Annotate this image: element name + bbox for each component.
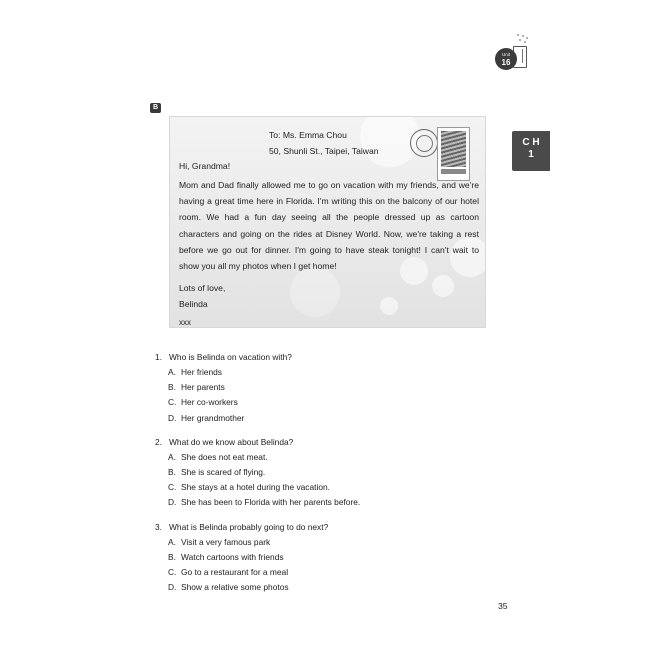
answer-option[interactable] bbox=[155, 550, 485, 565]
answer-option[interactable] bbox=[155, 535, 485, 550]
question-stem bbox=[155, 435, 485, 450]
option-text: Show a relative some photos bbox=[181, 582, 289, 593]
option-text: Watch cartoons with friends bbox=[181, 551, 284, 562]
option-text: She does not eat meat. bbox=[181, 451, 268, 462]
option-letter: D. bbox=[168, 582, 177, 593]
question-1 bbox=[155, 350, 485, 426]
unit-number: 16 bbox=[501, 58, 511, 67]
question-text: Who is Belinda on vacation with? bbox=[169, 352, 292, 362]
question-3 bbox=[155, 520, 485, 596]
option-text: She stays at a hotel during the vacation. bbox=[181, 482, 330, 493]
question-text: What is Belinda probably going to do next? bbox=[169, 521, 329, 532]
unit-label: Unit bbox=[501, 52, 510, 57]
option-letter: A. bbox=[168, 367, 176, 377]
unit-number-circle bbox=[495, 48, 517, 70]
decorative-dots-icon bbox=[515, 34, 529, 44]
option-text: Her co-workers bbox=[181, 397, 238, 408]
question-number: 1. bbox=[155, 352, 162, 362]
unit-badge bbox=[495, 40, 535, 74]
option-text: Go to a restaurant for a meal bbox=[181, 567, 289, 578]
postmark-icon bbox=[410, 129, 438, 157]
question-number: 3. bbox=[155, 521, 162, 532]
answer-option[interactable] bbox=[155, 411, 485, 426]
question-text: What do we know about Belinda? bbox=[169, 436, 294, 447]
letter-body: Mom and Dad finally allowed me to go on vacation with my friends, and we're having a great time here in Florida. I'm writing this on the balcony of our hotel room. We had a fun day seeing all the people dressed up as cartoon characters and going on the rides at Disney World. Now, we're taking a rest before we go out for dinner. I'm going to have steak tonight! I can't wait to show you all my photos when I get home! bbox=[179, 180, 479, 272]
answer-option[interactable] bbox=[155, 480, 485, 495]
page-number: 35 bbox=[498, 601, 508, 611]
answer-option[interactable] bbox=[155, 450, 485, 465]
option-text: Her grandmother bbox=[181, 412, 245, 423]
option-letter: D. bbox=[168, 412, 177, 423]
address-block bbox=[269, 127, 379, 159]
answer-option[interactable] bbox=[155, 365, 485, 380]
question-stem bbox=[155, 350, 485, 365]
option-text: She is scared of flying. bbox=[181, 467, 266, 478]
option-text: She has been to Florida with her parents before. bbox=[181, 497, 361, 508]
question-list bbox=[155, 350, 485, 604]
option-letter: A. bbox=[168, 451, 176, 462]
option-letter: C. bbox=[168, 397, 177, 408]
letter-signoff bbox=[179, 280, 479, 312]
question-stem bbox=[155, 520, 485, 535]
answer-option[interactable] bbox=[155, 380, 485, 395]
answer-option[interactable] bbox=[155, 580, 485, 595]
option-letter: B. bbox=[168, 467, 176, 478]
option-letter: B. bbox=[168, 551, 176, 562]
letter-greeting: Hi, Grandma! bbox=[179, 161, 231, 171]
letter-closing: Lots of love, bbox=[179, 283, 226, 294]
chapter-tab-label: C H bbox=[522, 137, 540, 148]
chapter-tab bbox=[512, 131, 550, 171]
letter bbox=[179, 159, 479, 327]
answer-option[interactable] bbox=[155, 495, 485, 510]
chapter-tab-number: 1 bbox=[528, 149, 534, 160]
answer-option[interactable] bbox=[155, 565, 485, 580]
option-letter: C. bbox=[168, 567, 177, 578]
answer-option[interactable] bbox=[155, 465, 485, 480]
postcard bbox=[169, 116, 486, 328]
address-recipient: To: Ms. Emma Chou bbox=[269, 130, 347, 140]
option-letter: C. bbox=[168, 482, 177, 493]
section-marker: B bbox=[150, 103, 161, 113]
option-letter: D. bbox=[168, 497, 177, 508]
option-letter: A. bbox=[168, 536, 176, 547]
answer-option[interactable] bbox=[155, 395, 485, 410]
address-street: 50, Shunli St., Taipei, Taiwan bbox=[269, 146, 379, 156]
option-letter: B. bbox=[168, 382, 176, 393]
question-number: 2. bbox=[155, 436, 162, 447]
letter-kisses: xxx bbox=[179, 318, 191, 328]
option-text: Her friends bbox=[181, 367, 222, 377]
option-text: Her parents bbox=[181, 382, 225, 393]
question-2 bbox=[155, 435, 485, 511]
option-text: Visit a very famous park bbox=[181, 536, 271, 547]
letter-signature: Belinda bbox=[179, 299, 208, 310]
